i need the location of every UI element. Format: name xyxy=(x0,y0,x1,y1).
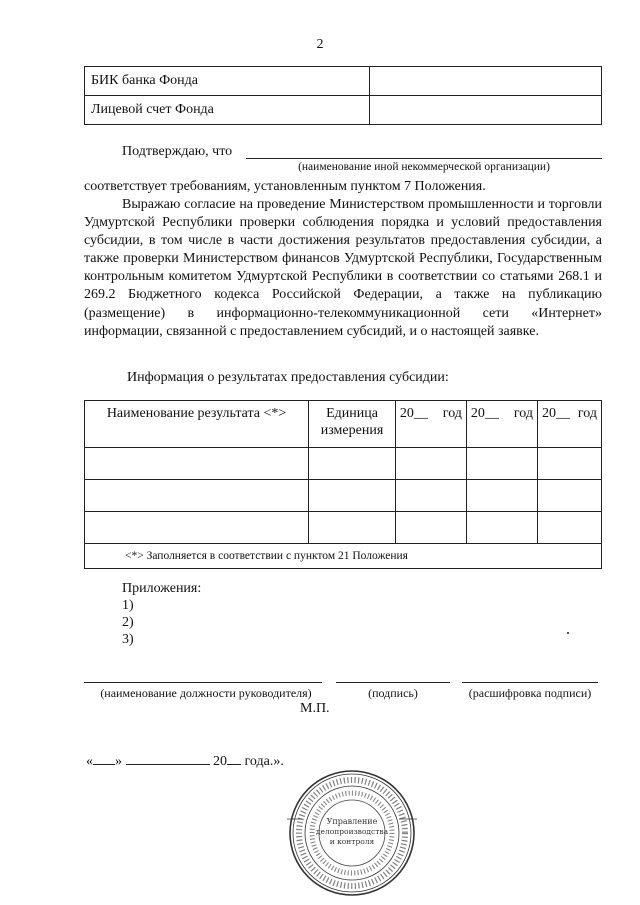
table-cell xyxy=(466,480,537,512)
results-footnote: <*> Заполняется в соответствии с пунктом 21 Положения xyxy=(85,544,602,569)
attachment-item: 2) xyxy=(122,615,134,630)
header-year-1-suffix: год xyxy=(442,406,462,421)
results-heading: Информация о результатах предоставления субсидии: xyxy=(127,370,449,385)
header-year-3 xyxy=(537,401,601,448)
table-cell xyxy=(85,448,309,480)
bank-bik-value xyxy=(370,67,602,96)
signature-blank xyxy=(336,682,450,683)
confirmation-continuation: соответствует требованиям, установленным пунктом 7 Положения. xyxy=(84,179,486,194)
header-unit: Единица измерения xyxy=(309,401,396,448)
official-seal xyxy=(287,768,417,898)
results-header-row xyxy=(85,401,602,448)
header-result-name: Наименование результата <*> xyxy=(85,401,309,448)
year-blank xyxy=(227,752,241,765)
position-caption: (наименование должности руководителя) xyxy=(100,686,312,700)
header-year-2-prefix: 20__ xyxy=(470,406,499,421)
footnote-row xyxy=(85,544,602,569)
attachments-title: Приложения: xyxy=(122,581,202,596)
header-year-2-suffix: год xyxy=(513,406,533,421)
date-year-prefix: 20 xyxy=(213,754,227,769)
header-year-3-prefix: 20__ xyxy=(541,406,570,421)
seal-text-line-2: делопроизводства xyxy=(315,827,389,836)
seal-text-line-1: Управление xyxy=(326,817,378,826)
table-cell xyxy=(537,448,601,480)
table-cell xyxy=(395,448,466,480)
attachment-item: 1) xyxy=(122,598,134,613)
table-cell xyxy=(85,512,309,544)
table-row xyxy=(85,480,602,512)
header-year-1 xyxy=(395,401,466,448)
decoding-caption: (расшифровка подписи) xyxy=(468,686,592,700)
table-cell xyxy=(309,512,396,544)
date-suffix: года.». xyxy=(244,754,284,769)
position-blank xyxy=(84,682,322,683)
bank-details-table xyxy=(84,66,602,125)
attachment-item: 3) xyxy=(122,632,134,647)
table-row xyxy=(85,67,602,96)
table-row xyxy=(85,448,602,480)
page-number: 2 xyxy=(316,37,324,52)
header-year-2 xyxy=(466,401,537,448)
organization-name-caption: (наименование иной некоммерческой организации) xyxy=(298,161,550,173)
attachments xyxy=(122,580,201,648)
table-cell xyxy=(309,448,396,480)
results-table xyxy=(84,400,602,569)
date-line xyxy=(86,752,284,770)
table-cell xyxy=(309,480,396,512)
organization-name-blank xyxy=(246,158,602,159)
header-year-1-prefix: 20__ xyxy=(399,406,428,421)
table-cell xyxy=(85,480,309,512)
consent-paragraph: Выражаю согласие на проведение Министерством промышленности и торговли Удмуртской Республики проверки соблюдения порядка и условий предоставления субсидии, в том числе в части достижения результатов предоставления субсидии, а также проверки Министерством финансов Удмуртской Республики, Государственным контрольным комитетом Удмуртской Республики в соответствии со статьями 268.1 и 269.2 Бюджетного кодекса Российской Федерации, а также на публикацию (размещение) в информационно-телекоммуникационной сети «Интернет» информации, связанной с предоставлением субсидий, и о настоящей заявке. xyxy=(84,197,602,339)
header-year-3-suffix: год xyxy=(577,406,597,421)
table-cell xyxy=(537,512,601,544)
signature-caption: (подпись) xyxy=(368,686,418,700)
date-close-quote: » xyxy=(115,754,122,769)
date-open-quote: « xyxy=(86,754,93,769)
table-cell xyxy=(537,480,601,512)
day-blank xyxy=(93,752,115,765)
stamp-mark-label: М.П. xyxy=(300,701,330,716)
confirmation-lead: Подтверждаю, что xyxy=(122,144,233,159)
decoding-blank xyxy=(462,682,598,683)
table-cell xyxy=(466,512,537,544)
month-blank xyxy=(126,752,210,765)
table-row xyxy=(85,512,602,544)
scan-dot xyxy=(567,632,569,634)
bank-bik-label: БИК банка Фонда xyxy=(85,67,370,96)
table-cell xyxy=(395,512,466,544)
table-row xyxy=(85,96,602,125)
account-label: Лицевой счет Фонда xyxy=(85,96,370,125)
table-cell xyxy=(395,480,466,512)
table-cell xyxy=(466,448,537,480)
account-value xyxy=(370,96,602,125)
seal-text-line-3: и контроля xyxy=(329,837,375,846)
